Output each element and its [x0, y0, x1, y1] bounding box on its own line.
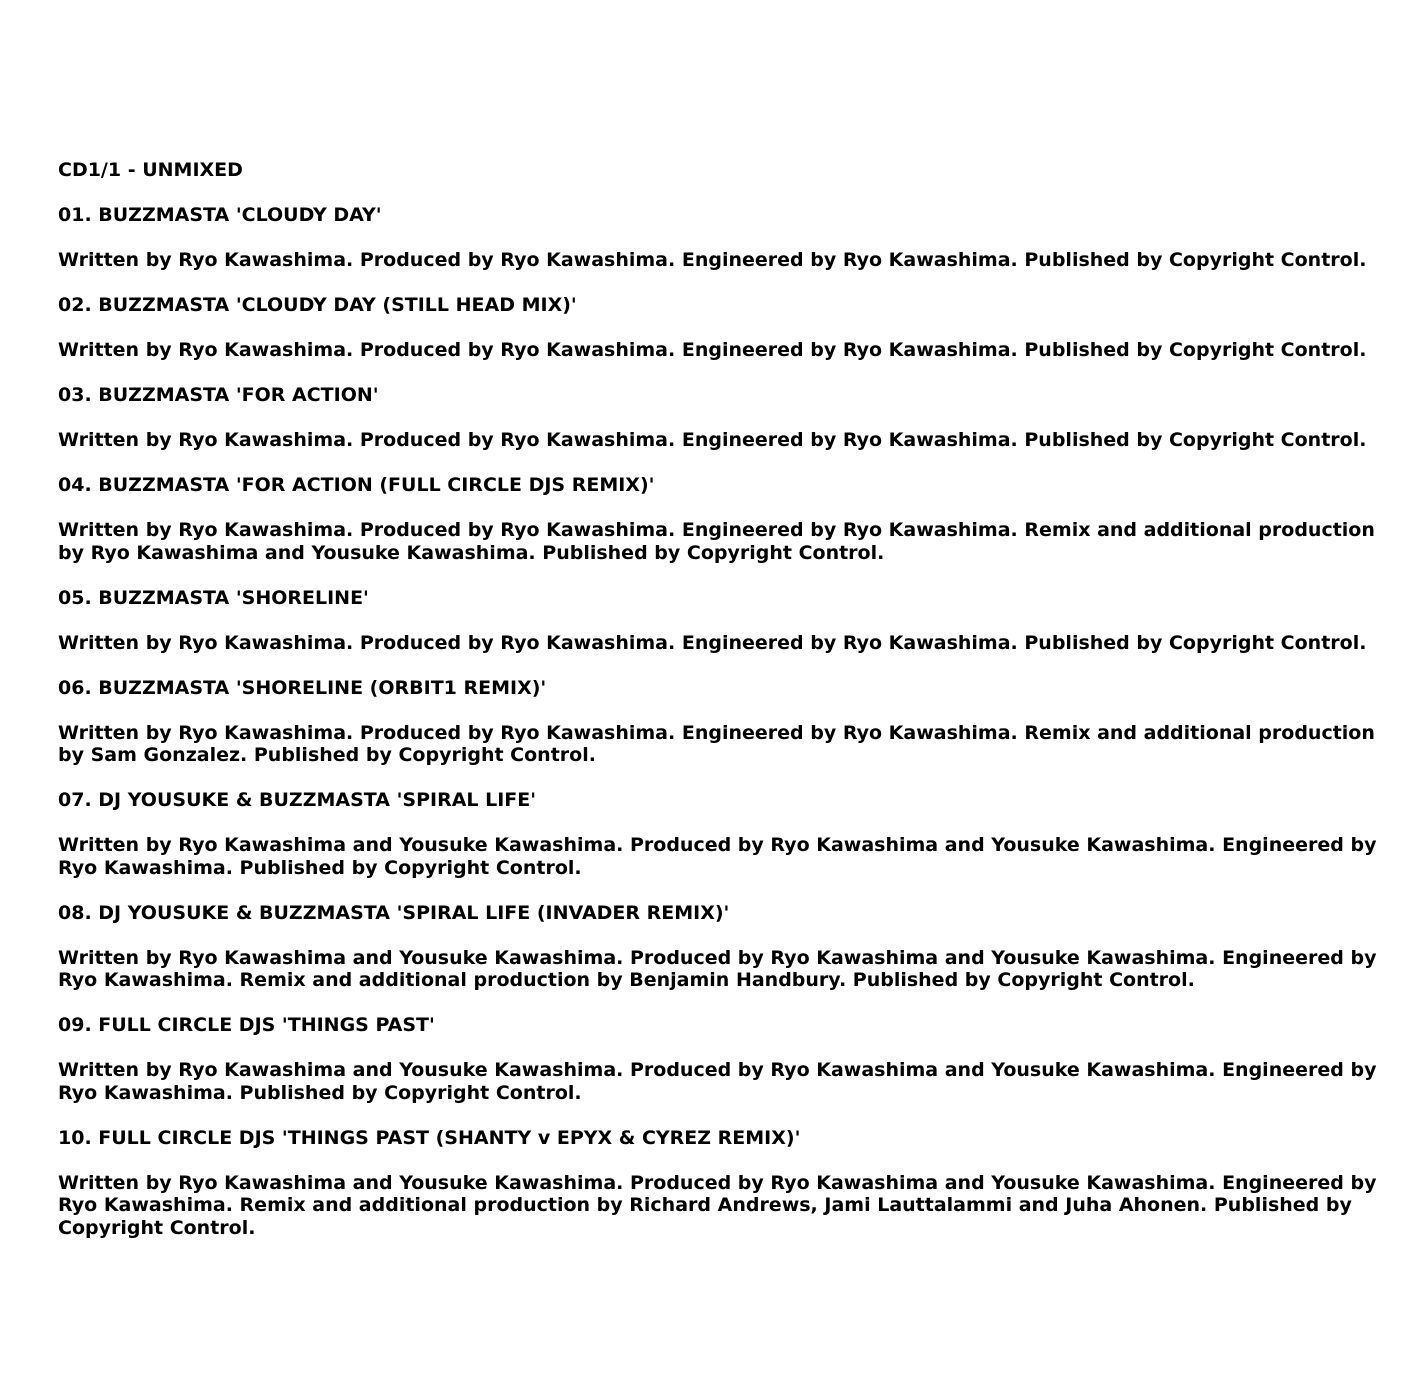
track-credits: Written by Ryo Kawashima. Produced by Ryo Kawashima. Engineered by Ryo Kawashima. Remix and additional production by Ryo Kawashima and Yousuke Kawashima. Published by Copyright Control. — [58, 519, 1375, 564]
tracklist-document — [58, 159, 1398, 1262]
track-credits: Written by Ryo Kawashima. Produced by Ryo Kawashima. Engineered by Ryo Kawashima. Remix and additional production by Sam Gonzalez. Published by Copyright Control. — [58, 721, 1375, 766]
disc-heading: CD1/1 - UNMIXED — [58, 159, 243, 181]
track-title: 02. BUZZMASTA 'CLOUDY DAY (STILL HEAD MIX)' — [58, 294, 577, 316]
track-title: 04. BUZZMASTA 'FOR ACTION (FULL CIRCLE DJS REMIX)' — [58, 474, 655, 496]
track-credits: Written by Ryo Kawashima and Yousuke Kawashima. Produced by Ryo Kawashima and Yousuke Kawashima. Engineered by Ryo Kawashima. Published by Copyright Control. — [58, 1059, 1377, 1104]
track-entry — [58, 474, 1398, 564]
track-entry — [58, 587, 1398, 655]
track-entry — [58, 1014, 1398, 1104]
track-entry — [58, 902, 1398, 992]
track-entry — [58, 294, 1398, 362]
track-title: 05. BUZZMASTA 'SHORELINE' — [58, 586, 369, 609]
track-credits: Written by Ryo Kawashima and Yousuke Kawashima. Produced by Ryo Kawashima and Yousuke Kawashima. Engineered by Ryo Kawashima. Remix and additional production by Richard Andrews, Jami Lauttalammi and Juha Ahonen. Published by Copyright Control. — [58, 1171, 1377, 1239]
track-entry — [58, 204, 1398, 272]
track-entry — [58, 384, 1398, 452]
track-credits: Written by Ryo Kawashima and Yousuke Kawashima. Produced by Ryo Kawashima and Yousuke Kawashima. Engineered by Ryo Kawashima. Remix and additional production by Benjamin Handbury. Published by Copyright Control. — [58, 946, 1377, 991]
track-credits: Written by Ryo Kawashima and Yousuke Kawashima. Produced by Ryo Kawashima and Yousuke Kawashima. Engineered by Ryo Kawashima. Published by Copyright Control. — [58, 834, 1377, 879]
track-title: 06. BUZZMASTA 'SHORELINE (ORBIT1 REMIX)' — [58, 676, 547, 699]
track-credits: Written by Ryo Kawashima. Produced by Ryo Kawashima. Engineered by Ryo Kawashima. Published by Copyright Control. — [58, 429, 1367, 451]
track-credits: Written by Ryo Kawashima. Produced by Ryo Kawashima. Engineered by Ryo Kawashima. Published by Copyright Control. — [58, 249, 1367, 271]
track-credits: Written by Ryo Kawashima. Produced by Ryo Kawashima. Engineered by Ryo Kawashima. Published by Copyright Control. — [58, 631, 1367, 654]
track-title: 01. BUZZMASTA 'CLOUDY DAY' — [58, 204, 382, 226]
track-title: 09. FULL CIRCLE DJS 'THINGS PAST' — [58, 1014, 435, 1036]
track-entry — [58, 1127, 1398, 1240]
track-title: 08. DJ YOUSUKE & BUZZMASTA 'SPIRAL LIFE (INVADER REMIX)' — [58, 901, 730, 924]
track-title: 10. FULL CIRCLE DJS 'THINGS PAST (SHANTY v EPYX & CYREZ REMIX)' — [58, 1126, 801, 1149]
track-credits: Written by Ryo Kawashima. Produced by Ryo Kawashima. Engineered by Ryo Kawashima. Published by Copyright Control. — [58, 339, 1367, 361]
track-title: 07. DJ YOUSUKE & BUZZMASTA 'SPIRAL LIFE' — [58, 789, 537, 811]
track-title: 03. BUZZMASTA 'FOR ACTION' — [58, 384, 379, 406]
track-entry — [58, 789, 1398, 879]
track-entry — [58, 677, 1398, 767]
